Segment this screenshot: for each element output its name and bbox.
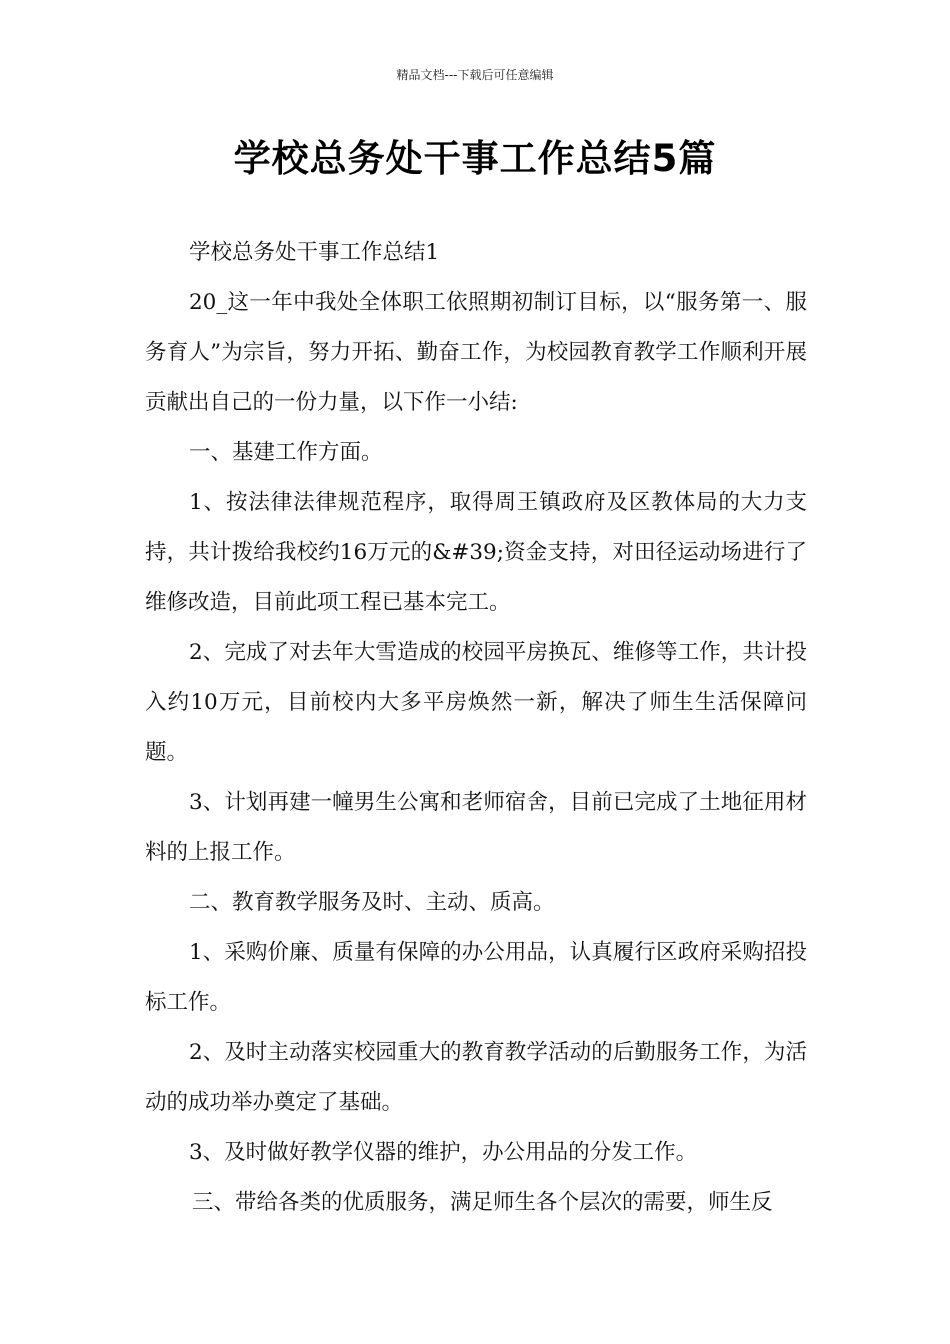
paragraph: 20_这一年中我处全体职工依照期初制订目标，以“服务第一、服务育人”为宗旨，努力开拓、勤奋工作，为校园教育教学工作顺利开展贡献出自己的一份力量，以下作一小结:	[145, 290, 807, 415]
paragraph: 2、及时主动落实校园重大的教育教学活动的后勤服务工作，为活动的成功举办奠定了基础。	[145, 1040, 807, 1115]
section-heading: 学校总务处干事工作总结1	[189, 240, 440, 265]
header-note: 精品文档---下载后可任意编辑	[396, 68, 554, 82]
document-title: 学校总务处干事工作总结5篇	[233, 137, 717, 180]
section-heading: 一、基建工作方面。	[189, 440, 383, 465]
paragraph: 1、采购价廉、质量有保障的办公用品，认真履行区政府采购招投标工作。	[145, 940, 807, 1015]
section-heading: 三、带给各类的优质服务，满足师生各个层次的需要，师生反	[192, 1190, 773, 1215]
paragraph: 1、按法律法律规范程序，取得周王镇政府及区教体局的大力支持，共计拨给我校约16万元的&#39;资金支持，对田径运动场进行了维修改造，目前此项工程已基本完工。	[145, 490, 807, 615]
paragraph: 3、计划再建一幢男生公寓和老师宿舍，目前已完成了土地征用材料的上报工作。	[145, 790, 807, 865]
paragraph: 3、及时做好教学仪器的维护，办公用品的分发工作。	[189, 1140, 698, 1165]
section-heading: 二、教育教学服务及时、主动、质高。	[189, 890, 555, 915]
document-body	[145, 228, 807, 1228]
paragraph: 2、完成了对去年大雪造成的校园平房换瓦、维修等工作，共计投入约10万元，目前校内大多平房焕然一新，解决了师生生活保障问题。	[145, 640, 807, 765]
